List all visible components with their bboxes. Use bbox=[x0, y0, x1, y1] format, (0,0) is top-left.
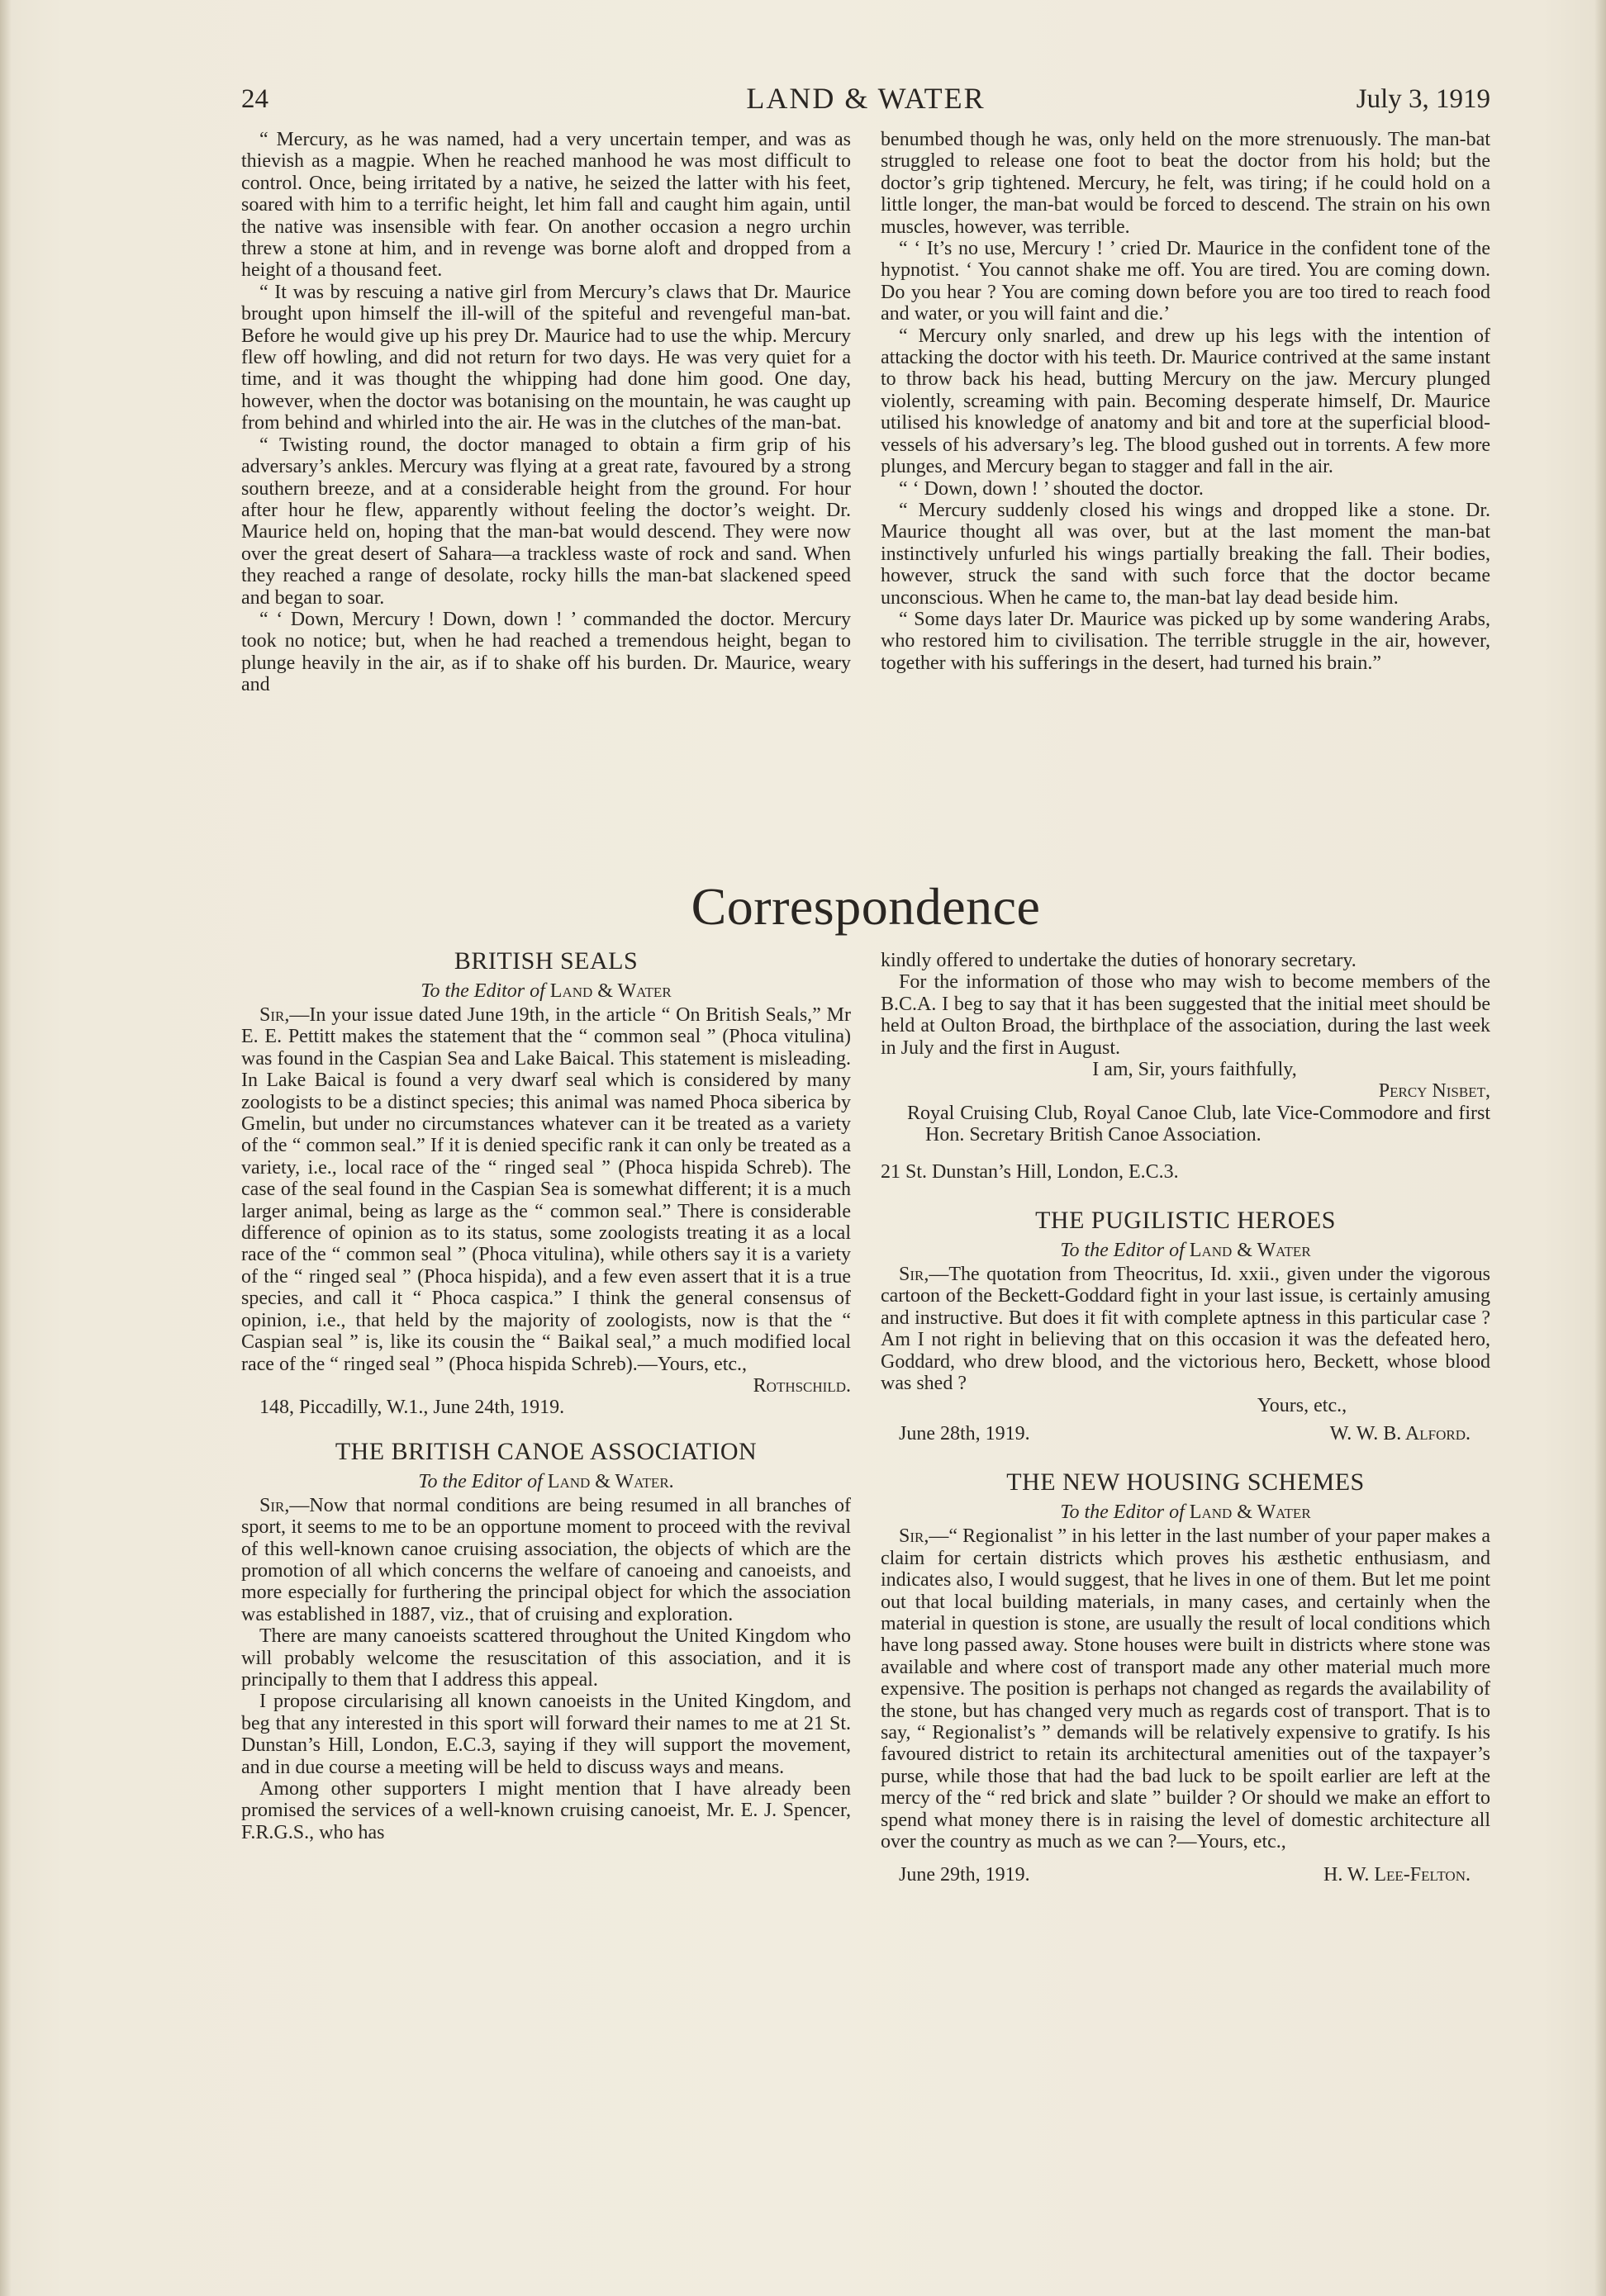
spacer bbox=[881, 1183, 1490, 1206]
letter-signature: Percy Nisbet, bbox=[1378, 1080, 1490, 1103]
running-header bbox=[241, 81, 1490, 124]
to-editor-prefix: To the Editor of bbox=[1060, 1240, 1185, 1262]
issue-date: July 3, 1919 bbox=[1356, 84, 1490, 114]
letter-salutation: Sir, bbox=[899, 1264, 929, 1286]
letter-pugilistic-heroes bbox=[881, 1206, 1490, 1444]
letter-paragraph: I propose circularising all known canoeists in the United Kingdom, and beg that any interested in this sport will forward their names to me at 21 St. Dunstan’s Hill, London, E.C.3, saying if they will support the movement, and in due course a meeting will be held to discuss ways and means. bbox=[241, 1691, 851, 1778]
to-editor-paper: Land & Water bbox=[549, 980, 672, 1002]
letter-paragraph: Among other supporters I might mention that I have already been promised the services of a well-known cruising canoeist, Mr. E. J. Spencer, F.R.G.S., who has bbox=[241, 1778, 851, 1843]
letter-body-text: —In your issue dated June 19th, in the article “ On British Seals,” Mr E. E. Pettitt makes the statement that the “ common seal ” (Phoca vitulina) was found in the Caspian Sea and Lake Baical. This statement is misleading. In Lake Baical is found a very dwarf seal which is considered by many zoologists to be a distinct species; this animal was named Phoca siberica by Gmelin, but under no circumstances whatever can it be treated as a variety of the “ common seal.” If it is denied specific rank it can only be treated as a variety, i.e., local race of the “ ringed seal ” (Phoca hispida Schreb). The case of the seal found in the Caspian Sea is somewhat different; it is a much larger animal, being as large as the “ common seal.” There is considerable difference of opinion as to its status, some zoologists treating it as a local race of the “ common seal ” (Phoca vitulina), while others say it is a variety of the “ ringed seal ” (Phoca hispida), and a few even assert that it is a true species, and call it “ Phoca caspica.” I think the general consensus of opinion, i.e., that held by the majority of zoologists, now is that the “ Caspian seal ” is, like its cousin the “ Baikal seal,” a much modified local race of the “ ringed seal ” (Phoca hispida Schreb).—Yours, etc., bbox=[241, 1004, 851, 1375]
to-editor-prefix: To the Editor of bbox=[1060, 1501, 1185, 1524]
story-paragraph: benumbed though he was, only held on the more strenuously. The man-bat struggled to release one foot to beat the doctor from his hold; but the doctor’s grip tightened. Mercury, he felt, was tiring; if he could hold on a little longer, the man-bat would be forced to descend. The strain on his own muscles, however, was terrible. bbox=[881, 129, 1490, 238]
to-editor-paper: Land & Water bbox=[1189, 1501, 1311, 1524]
story-paragraph: “ Mercury, as he was named, had a very uncertain temper, and was as thievish as a magpie. When he reached manhood he was most difficult to control. Once, being irritated by a native, he seized the latter with his feet, soared with him to a terrific height, let him fall and caught him again, until the native was insensible with fear. On another occasion a negro urchin threw a stone at him, and in revenge was borne aloft and dropped from a height of a thousand feet. bbox=[241, 129, 851, 282]
letter-salutation: Sir, bbox=[259, 1494, 290, 1516]
page-edge-shadow-left bbox=[0, 0, 12, 2296]
letter-body bbox=[241, 1004, 851, 1375]
letter-footer bbox=[881, 1423, 1490, 1444]
letter-title: THE NEW HOUSING SCHEMES bbox=[1006, 1468, 1365, 1497]
letter-british-seals bbox=[241, 946, 851, 1419]
letter-signature: W. W. B. Alford. bbox=[1329, 1422, 1471, 1444]
spacer bbox=[881, 1444, 1490, 1468]
story-paragraph: “ Twisting round, the doctor managed to obtain a firm grip of his adversary’s ankles. Mercury was flying at a great rate, favoured by a strong southern breeze, and at a considerable height from the ground. For hour after hour he flew, apparently without feeling the doctor’s weight. Dr. Maurice held on, hoping that the man-bat would descend. They were now over the great desert of Sahara—a trackless waste of rock and sand. When they reached a range of desolate, rocky hills the man-bat slackened speed and began to soar. bbox=[241, 434, 851, 609]
letter-date: June 28th, 1919. bbox=[899, 1422, 1030, 1444]
letter-title: BRITISH SEALS bbox=[454, 947, 639, 975]
letter-address: 148, Piccadilly, W.1., June 24th, 1919. bbox=[259, 1397, 565, 1419]
letter-title: THE PUGILISTIC HEROES bbox=[1035, 1207, 1336, 1235]
story-paragraph: “ Mercury only snarled, and drew up his legs with the intention of attacking the doctor with his teeth. Dr. Maurice contrived at the same instant to throw back his head, butting Mercury on the jaw. Mercury plunged violently, screaming with pain. Becoming desperate himself, Dr. Maurice utilised his knowledge of anatomy and bit and tore at the superficial blood-vessels of his adversary’s leg. The blood gushed out in torrents. A few more plunges, and Mercury began to stagger and fall in the air. bbox=[881, 325, 1490, 478]
letter-title: THE BRITISH CANOE ASSOCIATION bbox=[335, 1437, 758, 1465]
letter-body-text: —Now that normal conditions are being resumed in all branches of sport, it seems to me to be an opportune moment to proceed with the revival of this well-known canoe cruising association, the objects of which are the promotion of all which concerns the welfare of canoeing and canoeists, and more especially for furthering the principal object for which the association was established in 1887, viz., that of cruising and exploration. bbox=[241, 1494, 851, 1625]
letter-body bbox=[881, 1525, 1490, 1852]
letter-british-canoe-association-continued bbox=[881, 950, 1490, 1183]
letter-signature: Rothschild. bbox=[753, 1374, 851, 1397]
spacer bbox=[241, 1419, 851, 1437]
letter-body bbox=[881, 1264, 1490, 1394]
page-edge-shadow-right bbox=[1594, 0, 1606, 2296]
story-paragraph: “ ‘ It’s no use, Mercury ! ’ cried Dr. Maurice in the confident tone of the hypnotist. ‘ You cannot shake me off. You are tired. You are coming down. Do you hear ? You are coming down before you are too tired to reach food and water, or you will faint and die.’ bbox=[881, 238, 1490, 325]
to-the-editor-line bbox=[881, 1239, 1490, 1262]
story-right-column bbox=[881, 129, 1490, 674]
story-paragraph: “ ‘ Down, down ! ’ shouted the doctor. bbox=[899, 477, 1204, 500]
letter-footer bbox=[881, 1864, 1490, 1886]
correspondence-heading: Correspondence bbox=[691, 877, 1041, 936]
story-paragraph: “ It was by rescuing a native girl from Mercury’s claws that Dr. Maurice brought upon himself the ill-will of the spiteful and revengeful man-bat. Before he would give up his prey Dr. Maurice had to use the whip. Mercury flew off howling, and did not return for two days. He was very quiet for a time, and it was thought the whipping had done him good. One day, however, when the doctor was botanising on the mountain, he was caught up from behind and whirled into the air. He was in the clutches of the man-bat. bbox=[241, 281, 851, 434]
to-the-editor-line bbox=[881, 1501, 1490, 1524]
letter-closing: Yours, etc., bbox=[1257, 1394, 1347, 1416]
letter-body-text: —The quotation from Theocritus, Id. xxii., given under the vigorous cartoon of the Beckett-Goddard fight in your last issue, is certainly amusing and instructive. But does it fit with complete aptness in this particular case ? Am I not right in believing that on this occasion it was the defeated hero, Goddard, who drew blood, and the victorious hero, Beckett, whose blood was shed ? bbox=[881, 1264, 1490, 1395]
to-editor-prefix: To the Editor of bbox=[418, 1470, 543, 1492]
page-number: 24 bbox=[241, 84, 268, 114]
letter-closing: I am, Sir, yours faithfully, bbox=[1092, 1059, 1297, 1081]
story-left-column bbox=[241, 129, 851, 696]
letter-paragraph: kindly offered to undertake the duties of honorary secretary. bbox=[881, 950, 1357, 971]
to-editor-paper: Land & Water bbox=[1189, 1240, 1311, 1262]
to-the-editor-line bbox=[241, 980, 851, 1003]
letter-salutation: Sir, bbox=[259, 1004, 290, 1026]
letter-body bbox=[241, 1495, 851, 1625]
letter-signature: H. W. Lee-Felton. bbox=[1323, 1864, 1471, 1886]
story-paragraph: “ ‘ Down, Mercury ! Down, down ! ’ commanded the doctor. Mercury took no notice; but, when he had reached a tremendous height, began to plunge heavily in the air, as if to shake off his burden. Dr. Maurice, weary and bbox=[241, 608, 851, 696]
letter-body-text: —“ Regionalist ” in his letter in the last number of your paper makes a claim for certain districts which proves his æsthetic enthusiasm, and indicates also, I would suggest, that he lives in one of them. But let me point out that local building materials, in many cases, and certainly when the material in question is stone, are usually the result of local conditions which have long passed away. Stone houses were built in districts where stone was available and where cost of transport made any other material much more expensive. The position is perhaps not changed as regards the availability of the stone, but has changed very much as regards cost of transport. That is to say, “ Regionalist’s ” demands will be relatively expensive to gratify. Is his favoured district to retain its architectural amenities out of the taxpayer’s purse, while those that had the bad luck to be spoilt earlier are left at the mercy of the “ red brick and slate ” builder ? Or should we make an effort to spend what money there is in raising the level of domestic architecture all over the country as much as we can ?—Yours, etc., bbox=[881, 1525, 1490, 1852]
to-editor-prefix: To the Editor of bbox=[421, 980, 545, 1002]
letter-new-housing-schemes bbox=[881, 1468, 1490, 1886]
publication-title: LAND & WATER bbox=[746, 82, 986, 115]
to-the-editor-line bbox=[241, 1470, 851, 1493]
letter-paragraph: For the information of those who may wish to become members of the B.C.A. I beg to say that it has been suggested that the initial meet should be held at Oulton Broad, the birthplace of the association, during the last week in July and the first in August. bbox=[881, 971, 1490, 1059]
letter-address: 21 St. Dunstan’s Hill, London, E.C.3. bbox=[881, 1160, 1179, 1183]
letter-salutation: Sir, bbox=[899, 1525, 929, 1548]
letter-date: June 29th, 1919. bbox=[899, 1864, 1030, 1886]
story-paragraph: “ Mercury suddenly closed his wings and dropped like a stone. Dr. Maurice thought all was over, but at the last moment the man-bat instinctively unfurled his wings partially breaking the fall. Their bodies, however, struck the sand with such force that the doctor became unconscious. When he came to, the man-bat lay dead beside him. bbox=[881, 499, 1490, 609]
correspondence-right-column bbox=[881, 950, 1490, 1886]
to-editor-paper: Land & Water. bbox=[547, 1470, 674, 1492]
letter-credentials: Royal Cruising Club, Royal Canoe Club, late Vice-Commodore and first Hon. Secretary British Canoe Association. bbox=[907, 1102, 1490, 1146]
story-paragraph: “ Some days later Dr. Maurice was picked up by some wandering Arabs, who restored him to civilisation. The terrible struggle in the air, however, together with his sufferings in the desert, had turned his brain.” bbox=[881, 608, 1490, 674]
letter-paragraph: There are many canoeists scattered throughout the United Kingdom who will probably welcome the resuscitation of this association, and it is principally to them that I address this appeal. bbox=[241, 1625, 851, 1691]
correspondence-left-column bbox=[241, 946, 851, 1843]
letter-british-canoe-association bbox=[241, 1437, 851, 1844]
